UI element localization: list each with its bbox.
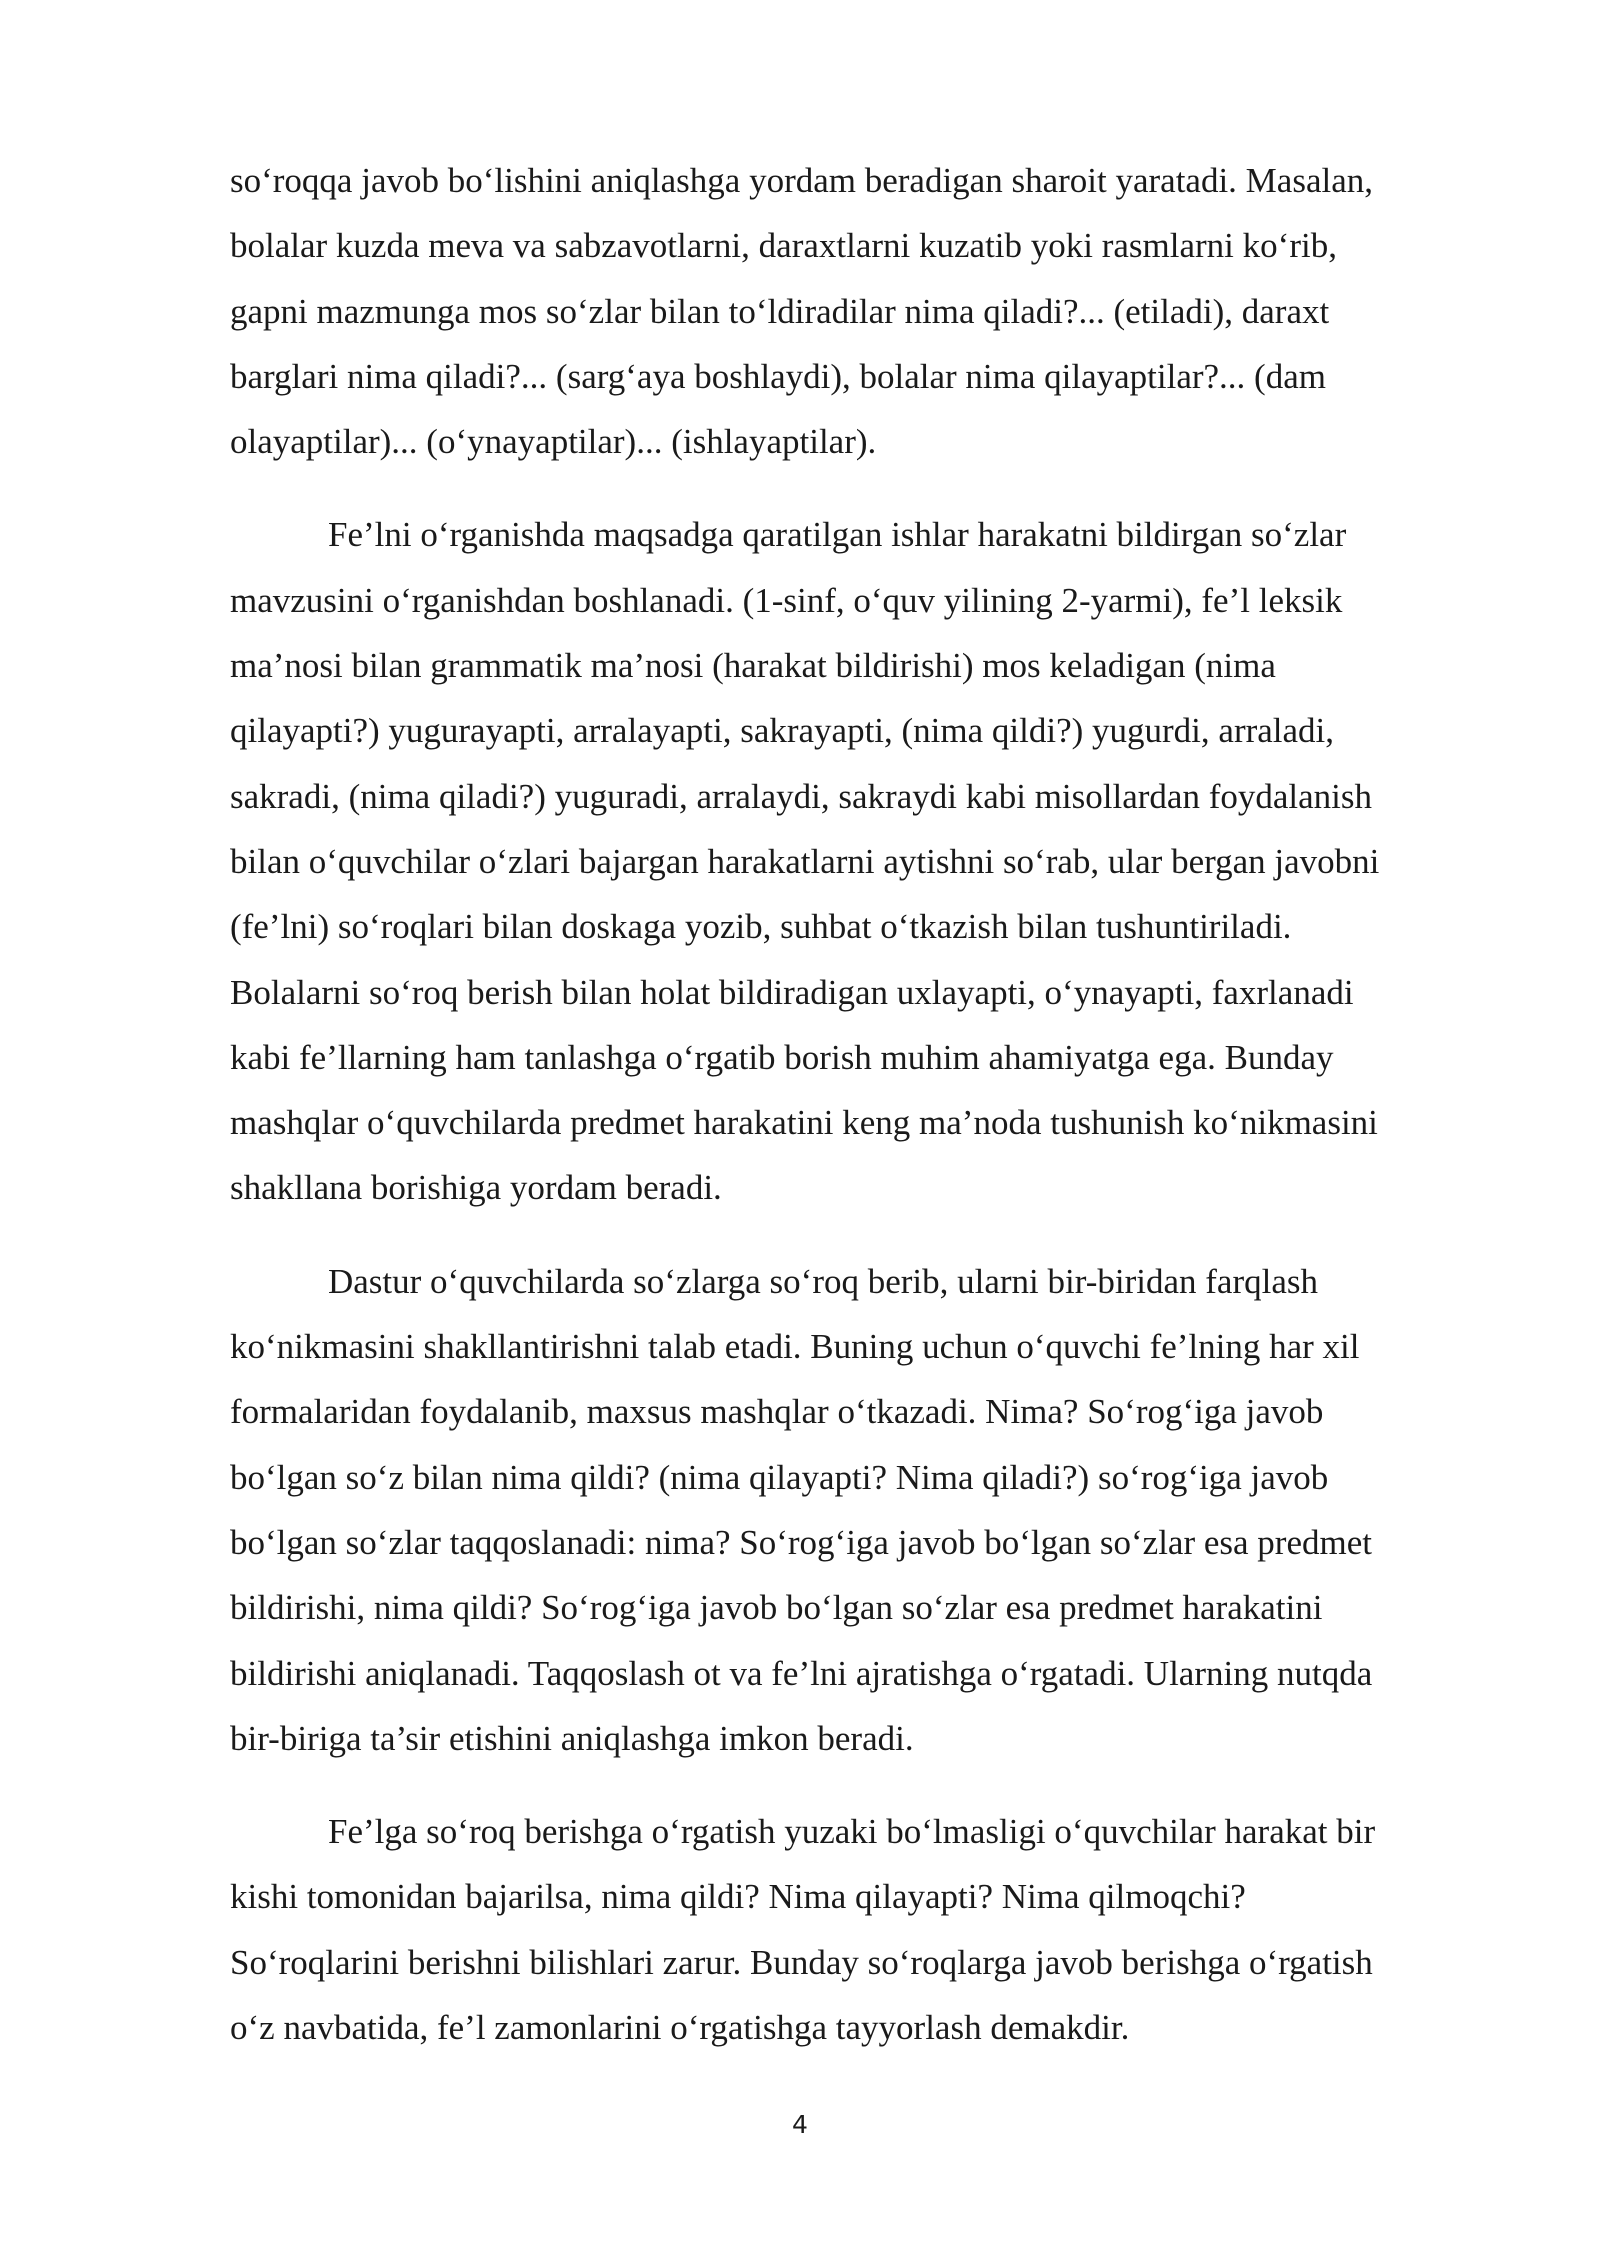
document-body [230, 148, 1482, 2088]
paragraph-1: so‘roqqa javob bo‘lishini aniqlashga yordam beradigan sharoit yaratadi. Masalan, bolalar kuzda meva va sabzavotlarni, daraxtlarni kuzatib yoki rasmlarni ko‘rib, gapni mazmunga mos so‘zlar bilan to‘ldiradilar nima qiladi?... (etiladi), daraxt barglari nima qiladi?... (sarg‘aya boshlaydi), bolalar nima qilayaptilar?... (dam olayaptilar)... (o‘ynayaptilar)... (ishlayaptilar). [230, 161, 1374, 462]
paragraph-3: Dastur o‘quvchilarda so‘zlarga so‘roq berib, ularni bir-biridan farqlash ko‘nikmasini shakllantirishni talab etadi. Buning uchun o‘quvchi fe’lning har xil formalaridan foydalanib, maxsus mashqlar o‘tkazadi. Nima? So‘rog‘iga javob bo‘lgan so‘z bilan nima qildi? (nima qilayapti? Nima qiladi?) so‘rog‘iga javob bo‘lgan so‘zlar taqqoslanadi: nima? So‘rog‘iga javob bo‘lgan so‘zlar esa predmet bildirishi, nima qildi? So‘rog‘iga javob bo‘lgan so‘zlar esa predmet harakatini bildirishi aniqlanadi. Taqqoslash ot va fe’lni ajratishga o‘rgatadi. Ularning nutqda bir-biriga ta’sir etishini aniqlashga imkon beradi. [230, 1261, 1373, 1758]
page-number: 4 [792, 2110, 808, 2139]
paragraph-4: Fe’lga so‘roq berishga o‘rgatish yuzaki bo‘lmasligi o‘quvchilar harakat bir kishi tomonidan bajarilsa, nima qildi? Nima qilayapti? Nima qilmoqchi? So‘roqlarini berishni bilishlari zarur. Bunday so‘roqlarga javob berishga o‘rgatish o‘z navbatida, fe’l zamonlarini o‘rgatishga tayyorlash demakdir. [230, 1812, 1376, 2048]
paragraph-2: Fe’lni o‘rganishda maqsadga qaratilgan ishlar harakatni bildirgan so‘zlar mavzusini o‘rganishdan boshlanadi. (1-sinf, o‘quv yilining 2-yarmi), fe’l leksik ma’nosi bilan grammatik ma’nosi (harakat bildirishi) mos keladigan (nima qilayapti?) yugurayapti, arralayapti, sakrayapti, (nima qildi?) yugurdi, arraladi, sakradi, (nima qiladi?) yuguradi, arralaydi, sakraydi kabi misollardan foydalanish bilan o‘quvchilar o‘zlari bajargan harakatlarni aytishni so‘rab, ular bergan javobni (fe’lni) so‘roqlari bilan doskaga yozib, suhbat o‘tkazish bilan tushuntiriladi. Bolalarni so‘roq berish bilan holat bildiradigan uxlayapti, o‘ynayapti, faxrlanadi kabi fe’llarning ham tanlashga o‘rgatib borish muhim ahamiyatga ega. Bunday mashqlar o‘quvchilarda predmet harakatini keng ma’noda tushunish ko‘nikmasini shakllana borishiga yordam beradi. [230, 515, 1380, 1208]
